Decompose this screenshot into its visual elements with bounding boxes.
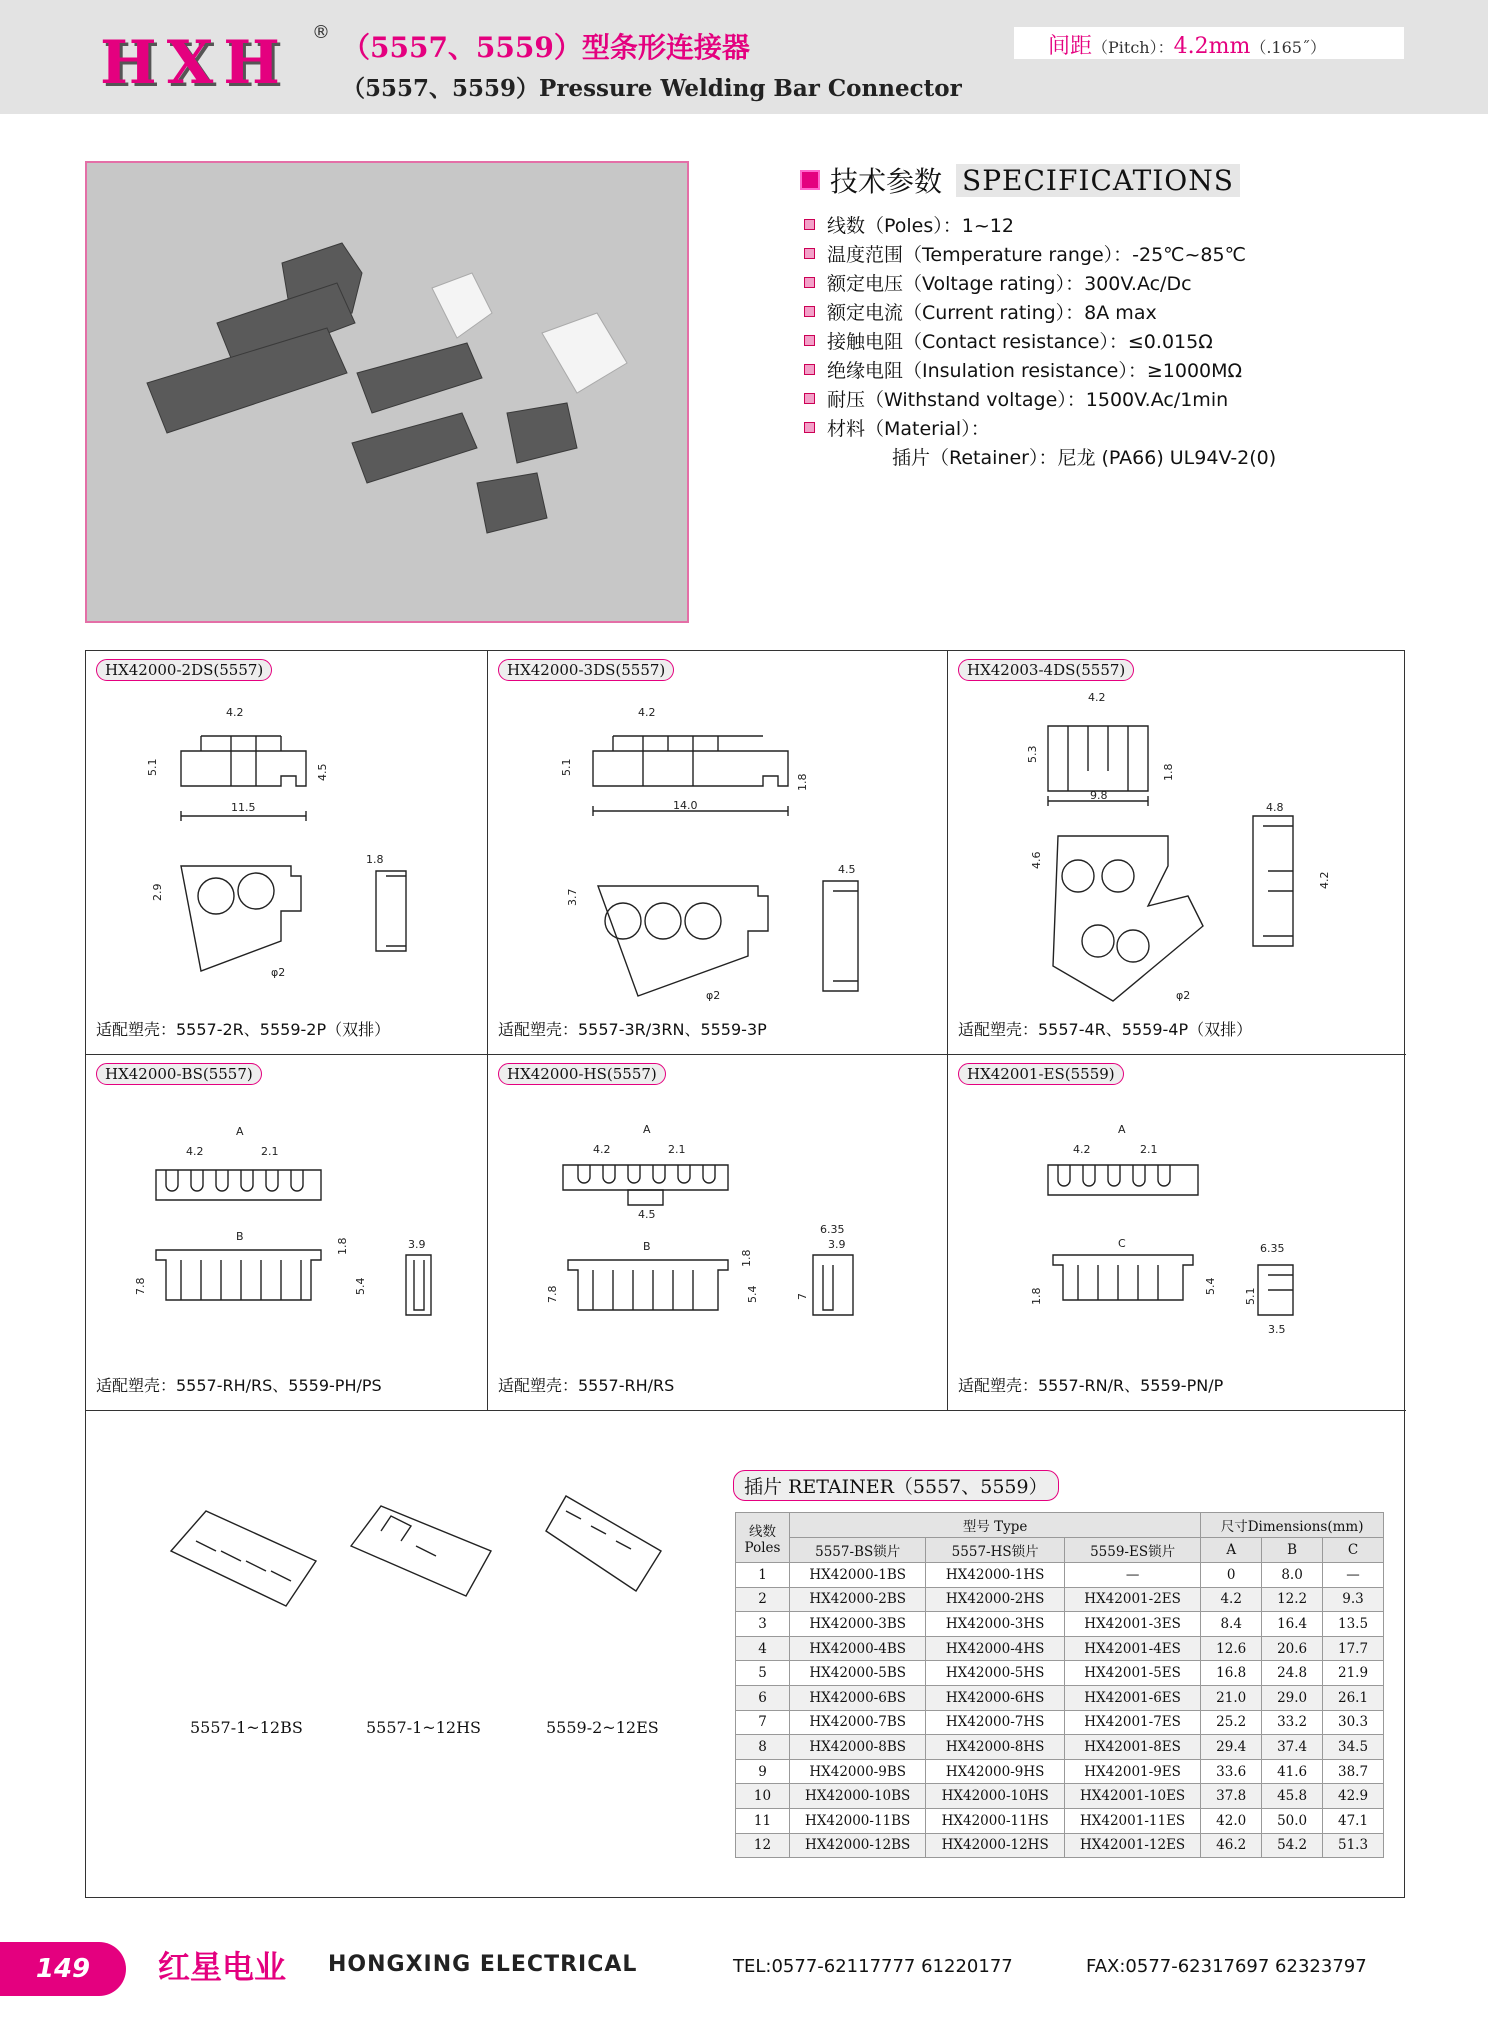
dim-label: φ2 [706, 989, 721, 1002]
table-cell: HX42001-10ES [1064, 1784, 1200, 1809]
dim-label: 14.0 [673, 799, 698, 812]
table-cell: HX42001-11ES [1064, 1808, 1200, 1833]
dim-label: 3.9 [408, 1238, 426, 1251]
pitch-box [1014, 27, 1404, 59]
table-row [736, 1710, 1384, 1735]
dim-label: φ2 [1176, 989, 1191, 1002]
table-header-poles: 线数 Poles [736, 1513, 790, 1563]
table-cell: 42.9 [1323, 1784, 1384, 1809]
compatible-housing-note: 适配塑壳：5557-4R、5559-4P（双排） [958, 1020, 1253, 1039]
dim-label: 4.2 [226, 706, 244, 719]
table-cell: HX42000-8BS [790, 1735, 926, 1760]
dim-label: 5.1 [146, 758, 159, 776]
table-cell: HX42000-3HS [926, 1612, 1065, 1637]
dim-label: 4.2 [1318, 871, 1331, 889]
retainer-label-es: 5559-2~12ES [546, 1718, 659, 1737]
bullet-icon [804, 335, 815, 346]
table-header-dimensions: 尺寸Dimensions(mm) [1201, 1513, 1384, 1538]
table-cell: HX42000-8HS [926, 1735, 1065, 1760]
table-cell: 20.6 [1262, 1636, 1323, 1661]
retainer-label-bs: 5557-1~12BS [190, 1718, 303, 1737]
drawing-hx42003-4ds [948, 651, 1406, 1055]
table-cell: HX42000-5BS [790, 1661, 926, 1686]
product-piece-white [542, 313, 627, 393]
dim-label: φ2 [271, 966, 286, 979]
compatible-housing-note: 适配塑壳：5557-RN/R、5559-PN/P [958, 1376, 1224, 1395]
table-cell: HX42000-11BS [790, 1808, 926, 1833]
table-cell: HX42000-11HS [926, 1808, 1065, 1833]
drawing-title: HX42003-4DS(5557) [958, 659, 1134, 681]
retainer-hs-drawing [351, 1506, 491, 1596]
page-title-en: （5557、5559）Pressure Welding Bar Connector [342, 75, 962, 102]
retainer-section-title: 插片 RETAINER（5557、5559） [733, 1470, 1059, 1501]
table-cell: 8 [736, 1735, 790, 1760]
dim-label: 11.5 [231, 801, 256, 814]
drawing-hx42000-hs [488, 1055, 948, 1411]
dim-label: 9.8 [1090, 789, 1108, 802]
page-number: 149 [0, 1942, 126, 1996]
table-row [736, 1833, 1384, 1858]
bullet-icon [804, 306, 815, 317]
dim-label: 4.8 [1266, 801, 1284, 814]
dim-label: 7.8 [546, 1285, 559, 1303]
drawing-cell [86, 651, 488, 1055]
spec-item: 材料（Material）： [804, 413, 1400, 442]
registered-mark: ® [312, 22, 330, 43]
drawing-title: HX42000-BS(5557) [96, 1063, 262, 1085]
table-cell: 12.6 [1201, 1636, 1262, 1661]
table-cell: HX42000-4HS [926, 1636, 1065, 1661]
table-cell: 46.2 [1201, 1833, 1262, 1858]
drawing-cell [488, 1055, 948, 1411]
table-row [736, 1563, 1384, 1588]
table-cell: 12 [736, 1833, 790, 1858]
telephone: TEL:0577-62117777 61220177 [733, 1956, 1013, 1977]
product-piece [357, 343, 482, 413]
specifications-title-cn: 技术参数 [830, 165, 943, 198]
dim-label: 4.6 [1030, 851, 1043, 869]
table-cell: 54.2 [1262, 1833, 1323, 1858]
table-cell: HX42000-2HS [926, 1587, 1065, 1612]
dim-label: 7.8 [134, 1277, 147, 1295]
dim-label: C [1118, 1237, 1126, 1250]
table-cell: 47.1 [1323, 1808, 1384, 1833]
table-row [736, 1685, 1384, 1710]
specifications-list [804, 210, 1400, 471]
spec-item: 温度范围（Temperature range）：-25℃~85℃ [804, 239, 1400, 268]
dim-label: 2.1 [261, 1145, 279, 1158]
table-cell: 37.4 [1262, 1735, 1323, 1760]
brand-logo: HXH [100, 28, 290, 98]
drawing-title: HX42000-2DS(5557) [96, 659, 272, 681]
table-header: 5559-ES锁片 [1064, 1538, 1200, 1563]
table-row [736, 1759, 1384, 1784]
product-piece [507, 403, 577, 463]
bullet-icon [804, 219, 815, 230]
table-header: B [1262, 1538, 1323, 1563]
compatible-housing-note: 适配塑壳：5557-RH/RS、5559-PH/PS [96, 1376, 382, 1395]
table-cell: 4.2 [1201, 1587, 1262, 1612]
table-cell: 24.8 [1262, 1661, 1323, 1686]
dim-label: 4.5 [638, 1208, 656, 1221]
table-cell: HX42001-8ES [1064, 1735, 1200, 1760]
table-row [736, 1661, 1384, 1686]
table-cell: 25.2 [1201, 1710, 1262, 1735]
dim-label: A [236, 1125, 244, 1138]
table-cell: 5 [736, 1661, 790, 1686]
drawing-cell [488, 651, 948, 1055]
company-name-cn: 红星电业 [158, 1948, 287, 1986]
table-cell: HX42000-10HS [926, 1784, 1065, 1809]
dim-label: 6.35 [1260, 1242, 1285, 1255]
table-cell: 45.8 [1262, 1784, 1323, 1809]
spec-item: 耐压（Withstand voltage）：1500V.Ac/1min [804, 384, 1400, 413]
dim-label: 4.5 [316, 763, 329, 781]
table-cell: HX42000-2BS [790, 1587, 926, 1612]
table-cell: HX42001-2ES [1064, 1587, 1200, 1612]
table-header: 5557-HS锁片 [926, 1538, 1065, 1563]
table-cell: HX42000-6BS [790, 1685, 926, 1710]
spec-item: 接触电阻（Contact resistance）：≤0.015Ω [804, 326, 1400, 355]
table-cell: HX42001-4ES [1064, 1636, 1200, 1661]
dim-label: 5.4 [1204, 1277, 1217, 1295]
table-cell: 51.3 [1323, 1833, 1384, 1858]
table-header: C [1323, 1538, 1384, 1563]
drawing-title: HX42000-HS(5557) [498, 1063, 666, 1085]
table-cell: HX42000-10BS [790, 1784, 926, 1809]
table-cell: 16.8 [1201, 1661, 1262, 1686]
product-photo-illustration [87, 163, 691, 625]
product-photo [85, 161, 689, 623]
dim-label: 2.9 [151, 883, 164, 901]
product-piece-white [432, 273, 492, 338]
dim-label: 4.2 [186, 1145, 204, 1158]
bullet-icon [804, 422, 815, 433]
table-cell: 29.4 [1201, 1735, 1262, 1760]
dim-label: 1.8 [1030, 1287, 1043, 1305]
table-cell: 12.2 [1262, 1587, 1323, 1612]
table-cell: 0 [1201, 1563, 1262, 1588]
table-header: 5557-BS锁片 [790, 1538, 926, 1563]
dim-label: 5.4 [354, 1277, 367, 1295]
drawing-hx42001-es [948, 1055, 1406, 1411]
drawing-hx42000-bs [86, 1055, 488, 1411]
dim-label: 7 [796, 1293, 809, 1300]
table-cell: HX42000-1HS [926, 1563, 1065, 1588]
bullet-icon [804, 277, 815, 288]
dim-label: 1.8 [740, 1249, 753, 1267]
table-cell: HX42000-12HS [926, 1833, 1065, 1858]
drawing-cell [948, 651, 1406, 1055]
table-cell: 9 [736, 1759, 790, 1784]
table-cell: 3 [736, 1612, 790, 1637]
compatible-housing-note: 适配塑壳：5557-2R、5559-2P（双排） [96, 1020, 391, 1039]
table-cell: 41.6 [1262, 1759, 1323, 1784]
dim-label: 6.35 [820, 1223, 845, 1236]
table-cell: 10 [736, 1784, 790, 1809]
dim-label: 5.3 [1026, 745, 1039, 763]
retainer-illustrations [86, 1421, 726, 1671]
bullet-icon [804, 393, 815, 404]
compatible-housing-note: 适配塑壳：5557-3R/3RN、5559-3P [498, 1020, 767, 1039]
table-header-type: 型号 Type [790, 1513, 1201, 1538]
table-row [736, 1636, 1384, 1661]
retainer-es-drawing [546, 1496, 661, 1591]
table-row [736, 1808, 1384, 1833]
table-row [736, 1612, 1384, 1637]
pitch-label-en: （Pitch）： [1092, 38, 1174, 57]
dim-label: 5.4 [746, 1285, 759, 1303]
drawing-title: HX42001-ES(5559) [958, 1063, 1124, 1085]
specifications-title [800, 160, 1400, 200]
drawing-hx42000-2ds [86, 651, 488, 1055]
dim-label: 1.8 [366, 853, 384, 866]
dim-label: 3.9 [828, 1238, 846, 1251]
table-cell: 42.0 [1201, 1808, 1262, 1833]
table-cell: HX42000-6HS [926, 1685, 1065, 1710]
table-cell: 11 [736, 1808, 790, 1833]
table-cell: 1 [736, 1563, 790, 1588]
bullet-icon [804, 248, 815, 259]
table-cell: 2 [736, 1587, 790, 1612]
dim-label: 2.1 [1140, 1143, 1158, 1156]
specifications-title-en: SPECIFICATIONS [956, 164, 1240, 197]
table-cell: 4 [736, 1636, 790, 1661]
square-bullet-icon [800, 170, 820, 190]
dim-label: 4.2 [593, 1143, 611, 1156]
table-cell: HX42000-1BS [790, 1563, 926, 1588]
retainer-label-hs: 5557-1~12HS [366, 1718, 481, 1737]
table-header: A [1201, 1538, 1262, 1563]
table-cell: 9.3 [1323, 1587, 1384, 1612]
retainer-table [735, 1512, 1384, 1858]
dim-label: B [236, 1230, 244, 1243]
table-cell: 37.8 [1201, 1784, 1262, 1809]
drawing-title: HX42000-3DS(5557) [498, 659, 674, 681]
spec-item-material-detail: 插片（Retainer）：尼龙 (PA66) UL94V-2(0) [892, 447, 1277, 469]
table-cell: HX42000-12BS [790, 1833, 926, 1858]
dim-label: 1.8 [336, 1237, 349, 1255]
table-cell: HX42000-4BS [790, 1636, 926, 1661]
dim-label: B [643, 1240, 651, 1253]
table-cell: 17.7 [1323, 1636, 1384, 1661]
table-cell: HX42001-3ES [1064, 1612, 1200, 1637]
table-cell: HX42000-7HS [926, 1710, 1065, 1735]
table-row [736, 1587, 1384, 1612]
page-title-cn: （5557、5559）型条形连接器 [342, 31, 750, 64]
table-cell: HX42001-7ES [1064, 1710, 1200, 1735]
table-cell: 29.0 [1262, 1685, 1323, 1710]
table-cell: 30.3 [1323, 1710, 1384, 1735]
spec-item: 线数（Poles）：1~12 [804, 210, 1400, 239]
compatible-housing-note: 适配塑壳：5557-RH/RS [498, 1376, 675, 1395]
dim-label: 5.1 [560, 758, 573, 776]
table-row [736, 1784, 1384, 1809]
table-cell: 33.2 [1262, 1710, 1323, 1735]
pitch-value: 4.2mm [1173, 34, 1251, 59]
pitch-label-cn: 间距 [1048, 34, 1093, 59]
table-cell: 8.4 [1201, 1612, 1262, 1637]
drawing-cell [948, 1055, 1406, 1411]
table-cell: HX42000-9BS [790, 1759, 926, 1784]
table-row [736, 1735, 1384, 1760]
dim-label: 4.2 [638, 706, 656, 719]
table-cell: HX42001-12ES [1064, 1833, 1200, 1858]
spec-item: 绝缘电阻（Insulation resistance）：≥1000MΩ [804, 355, 1400, 384]
table-cell: HX42001-5ES [1064, 1661, 1200, 1686]
table-cell: 21.9 [1323, 1661, 1384, 1686]
pitch-inch: （.165˝） [1250, 38, 1326, 57]
table-cell: HX42000-5HS [926, 1661, 1065, 1686]
dim-label: 3.5 [1268, 1323, 1286, 1336]
table-cell: 7 [736, 1710, 790, 1735]
table-cell: 16.4 [1262, 1612, 1323, 1637]
table-cell: HX42000-3BS [790, 1612, 926, 1637]
dim-label: 4.2 [1073, 1143, 1091, 1156]
page-header [0, 0, 1488, 114]
table-cell: 33.6 [1201, 1759, 1262, 1784]
dim-label: 3.7 [566, 888, 579, 906]
dim-label: A [643, 1123, 651, 1136]
table-cell: 8.0 [1262, 1563, 1323, 1588]
product-piece [477, 473, 547, 533]
bullet-icon [804, 364, 815, 375]
table-cell: HX42000-7BS [790, 1710, 926, 1735]
specifications-section [800, 160, 1400, 471]
table-cell: 6 [736, 1685, 790, 1710]
drawing-hx42000-3ds [488, 651, 948, 1055]
spec-item: 额定电流（Current rating）：8A max [804, 297, 1400, 326]
dim-label: A [1118, 1123, 1126, 1136]
retainer-bs-drawing [171, 1511, 316, 1606]
table-cell: — [1323, 1563, 1384, 1588]
spec-item: 额定电压（Voltage rating）：300V.Ac/Dc [804, 268, 1400, 297]
dim-label: 4.5 [838, 863, 856, 876]
table-cell: 21.0 [1201, 1685, 1262, 1710]
company-name-en: HONGXING ELECTRICAL [328, 1952, 638, 1977]
table-cell: HX42000-9HS [926, 1759, 1065, 1784]
retainer-table-body [736, 1563, 1384, 1858]
dim-label: 4.2 [1088, 691, 1106, 704]
table-cell: HX42001-9ES [1064, 1759, 1200, 1784]
dim-label: 1.8 [796, 773, 809, 791]
table-cell: — [1064, 1563, 1200, 1588]
table-cell: HX42001-6ES [1064, 1685, 1200, 1710]
product-piece [352, 413, 477, 483]
table-cell: 26.1 [1323, 1685, 1384, 1710]
table-cell: 34.5 [1323, 1735, 1384, 1760]
dim-label: 5.1 [1244, 1287, 1257, 1305]
table-cell: 50.0 [1262, 1808, 1323, 1833]
table-cell: 13.5 [1323, 1612, 1384, 1637]
dim-label: 2.1 [668, 1143, 686, 1156]
dim-label: 1.8 [1162, 763, 1175, 781]
fax: FAX:0577-62317697 62323797 [1086, 1956, 1367, 1977]
drawing-cell [86, 1055, 488, 1411]
table-cell: 38.7 [1323, 1759, 1384, 1784]
